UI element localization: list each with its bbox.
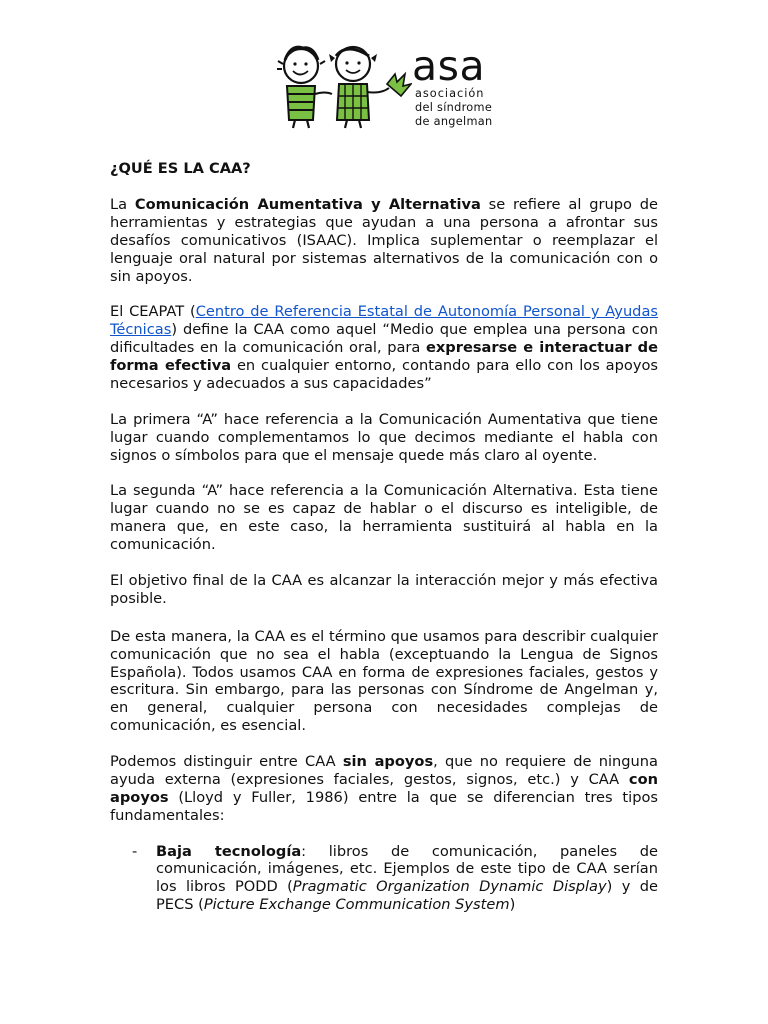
bold-term: expresarse e interactuar de forma efectiva: [110, 339, 658, 375]
paragraph-definition: [110, 196, 658, 286]
logo-subtitle-line-2: del síndrome: [415, 101, 493, 114]
bold-term: Comunicación Aumentativa y Alternativa: [134, 195, 481, 213]
text-run: , que no requiere de ninguna ayuda externa (expresiones faciales, gestos, signos, etc.) y CAA: [110, 753, 658, 788]
italic-term: Pragmatic Organization Dynamic Display: [292, 878, 607, 896]
logo-subtitle-line-1: asociación: [415, 87, 485, 100]
logo-subtitle-line-3: de angelman: [415, 115, 493, 128]
text-run: (Lloyd y Fuller, 1986) entre la que se diferencian tres tipos fundamentales:: [110, 788, 658, 824]
text-run: en cualquier entorno, contando para ello con los apoyos necesarios y adecuados a sus capacidades”: [110, 357, 658, 392]
bold-term: sin apoyos: [342, 753, 434, 771]
paragraph-alternativa: La segunda “A” hace referencia a la Comunicación Alternativa. Esta tiene lugar cuando no se es capaz de hablar o el discurso es inteligible, de manera que, en este caso, la herramienta sustituirá al habla en la comunicación.: [110, 482, 658, 554]
paragraph-aumentativa: La primera “A” hace referencia a la Comunicación Aumentativa que tiene lugar cuando complementamos lo que decimos mediante el habla con signos o símbolos para que el mensaje quede más claro al oyente.: [110, 410, 658, 464]
logo-wordmark: asa: [412, 42, 486, 90]
paragraph-descripcion: De esta manera, la CAA es el término que usamos para describir cualquier comunicación que no sea el habla (exceptuando la Lengua de Signos Española). Todos usamos CAA en forma de expresiones faciales, gestos y escritura. Sin embargo, para las personas con Síndrome de Angelman y, en general, cualquier persona con necesidades complejas de comunicación, es esencial.: [110, 627, 658, 735]
document-body: [110, 160, 658, 914]
text-run: El CEAPAT (: [110, 303, 196, 321]
bold-term: con apoyos: [110, 770, 658, 806]
list-item: [110, 843, 658, 915]
text-run: ): [509, 896, 516, 914]
paragraph-objetivo: El objetivo final de la CAA es alcanzar la interacción mejor y más efectiva posible.: [110, 571, 658, 607]
asa-logo: [277, 36, 497, 131]
paragraph-tipos: [110, 753, 658, 825]
italic-term: Picture Exchange Communication System: [203, 896, 510, 914]
support-types-list: [110, 843, 658, 915]
paragraph-ceapat: [110, 303, 658, 393]
text-run: ) define la CAA como aquel “Medio que emplea una persona con dificultades en la comunicación oral, para: [110, 321, 658, 357]
page-title: ¿QUÉ ES LA CAA?: [110, 160, 251, 177]
text-run: Podemos distinguir entre CAA: [110, 753, 343, 771]
children-illustration-icon: [277, 36, 412, 131]
text-run: ) y de PECS (: [156, 878, 658, 914]
ceapat-link[interactable]: Centro de Referencia Estatal de Autonomía Personal y Ayudas Técnicas: [110, 303, 658, 339]
text-run: La: [110, 195, 135, 213]
bold-term: Baja tecnología: [156, 842, 302, 860]
text-run: se refiere al grupo de herramientas y estrategias que ayudan a una persona a afrontar sus desafíos comunicativos (ISAAC). Implica suplementar o reemplazar el lenguaje oral natural por sistemas alternativos de la comunicación con o sin apoyos.: [110, 195, 658, 285]
list-bullet: -: [132, 842, 138, 860]
text-run: : libros de comunicación, paneles de comunicación, imágenes, etc. Ejemplos de este tipo de CAA serían los libros PODD (: [156, 842, 658, 896]
